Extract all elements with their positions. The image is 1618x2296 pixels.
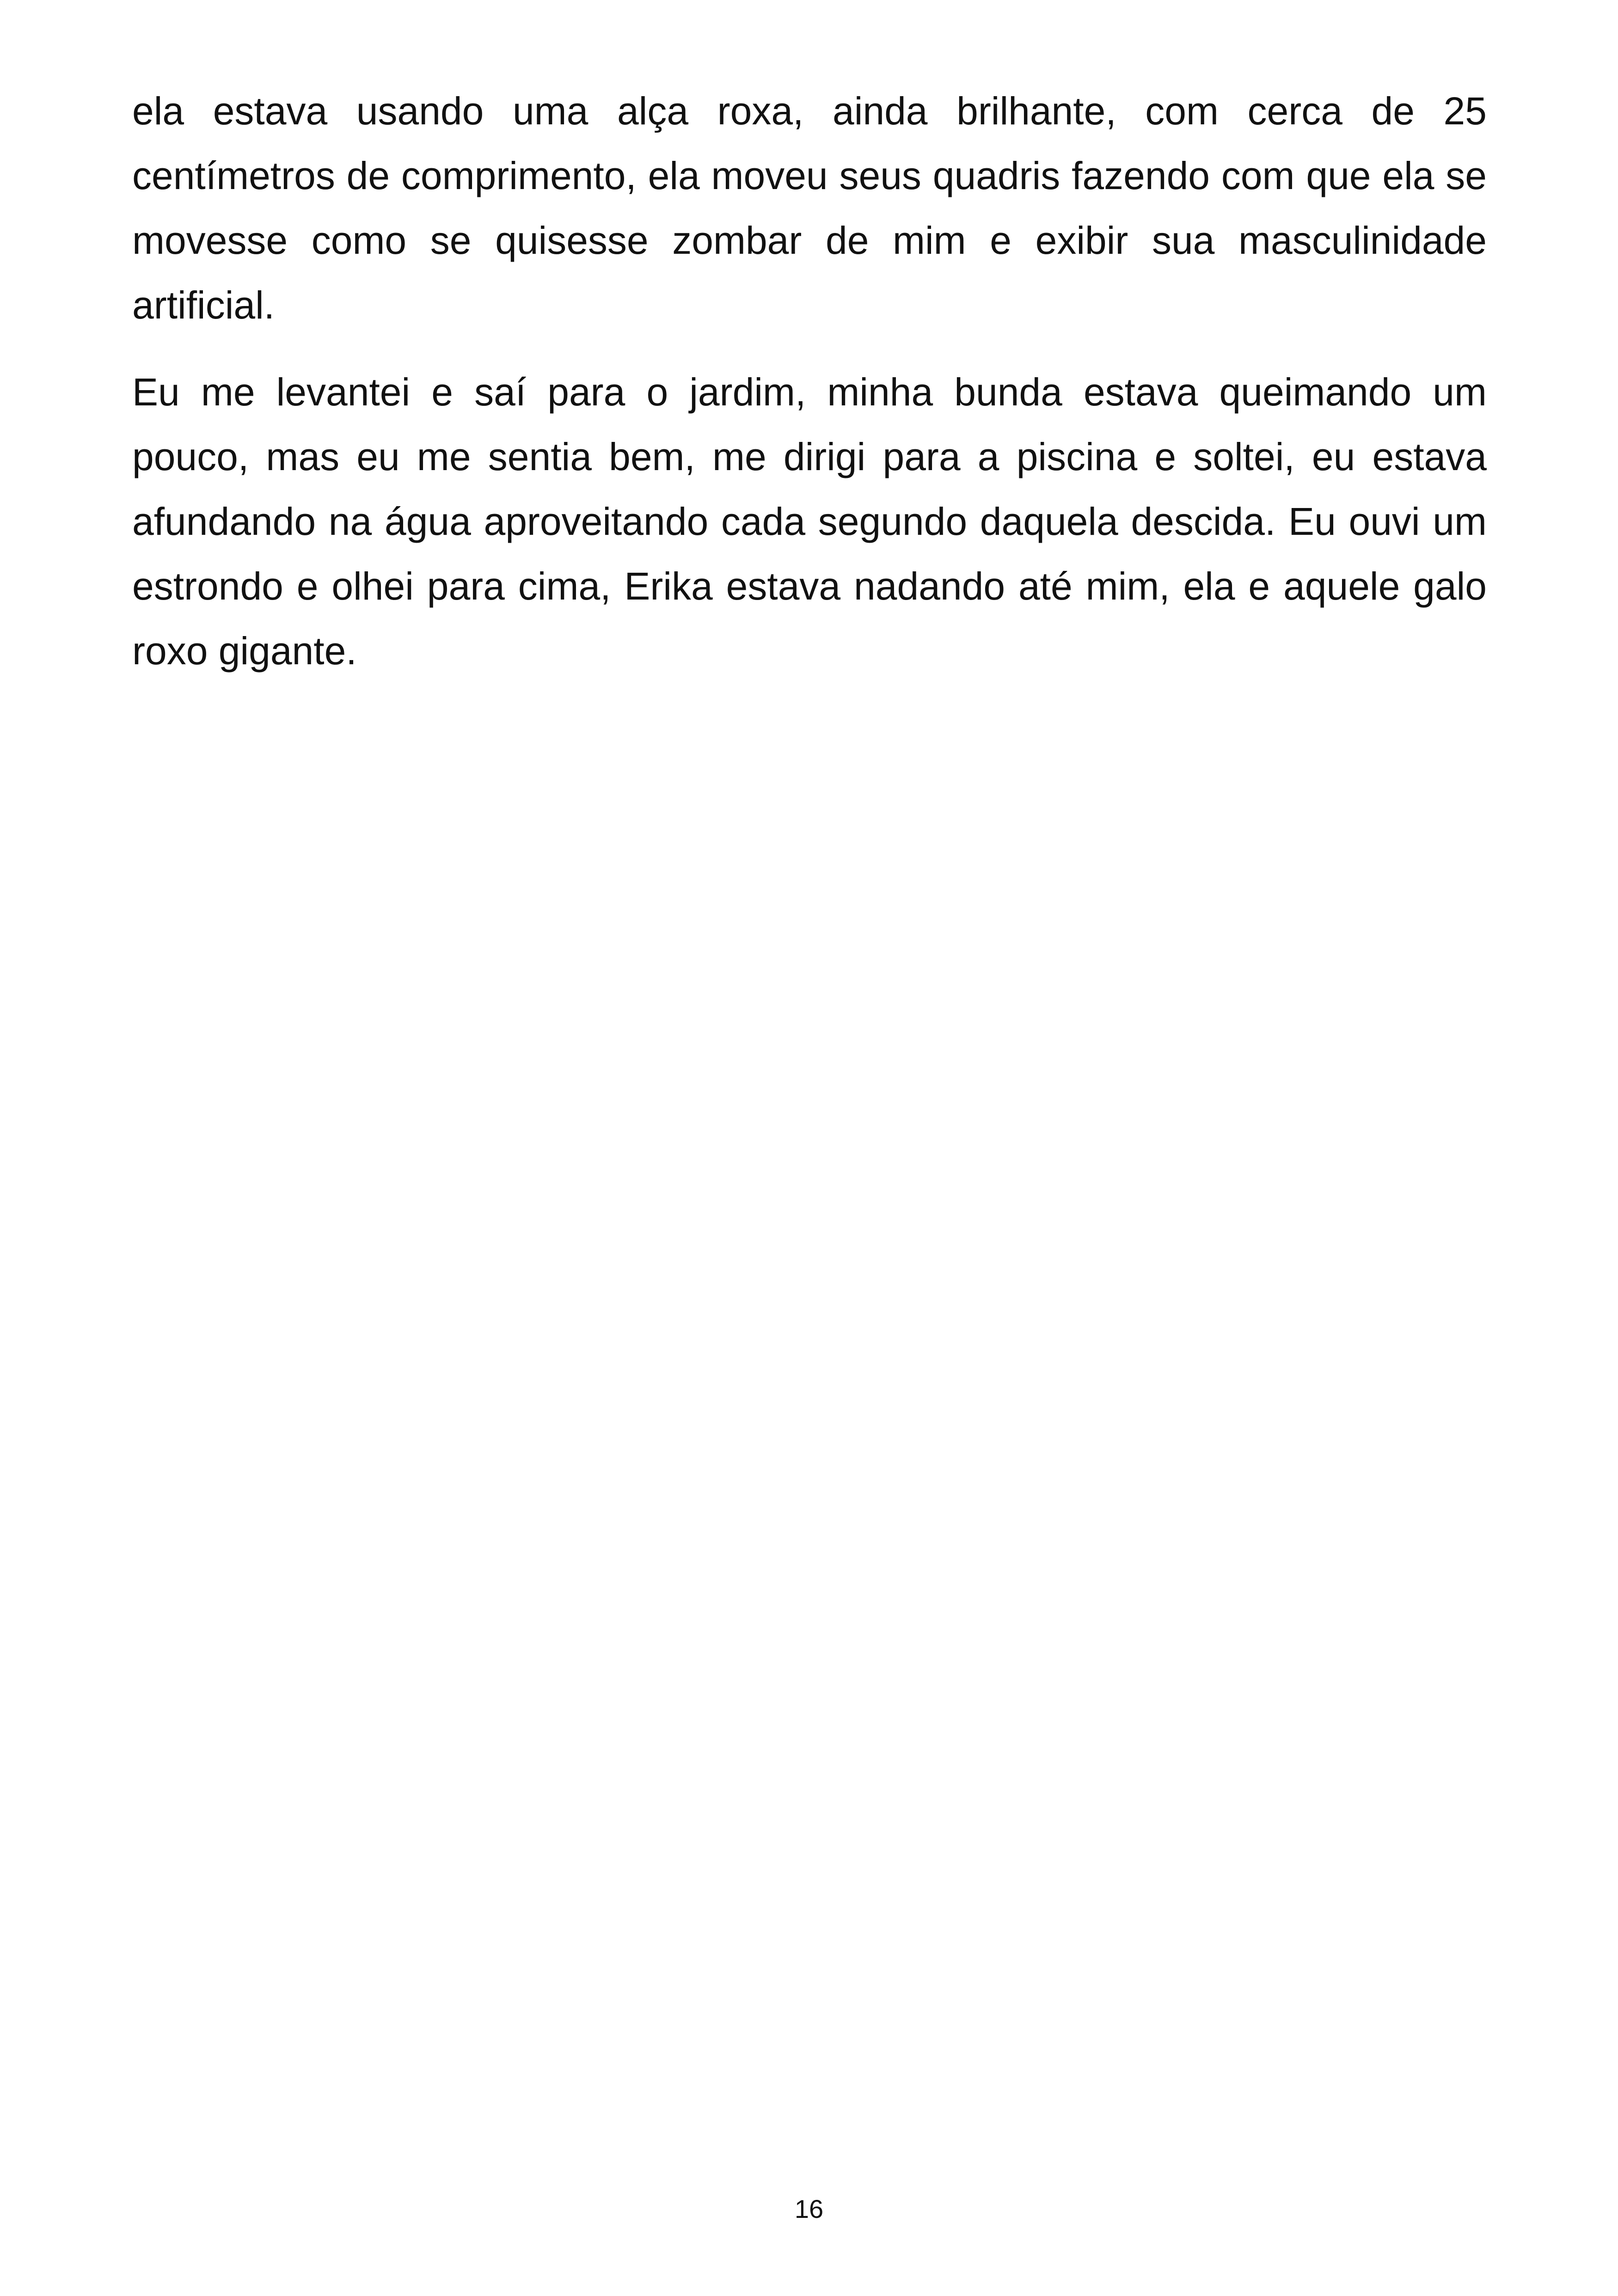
paragraph: ela estava usando uma alça roxa, ainda brilhante, com cerca de 25 centímetros de comprimento, ela moveu seus quadris fazendo com que ela se movesse como se quisesse zombar de mim e exibir sua masculinidade artificial.	[132, 89, 1487, 327]
page-number: 16	[794, 2194, 824, 2223]
paragraph: Eu me levantei e saí para o jardim, minha bunda estava queimando um pouco, mas eu me sentia bem, me dirigi para a piscina e soltei, eu estava afundando na água aproveitando cada segundo daquela descida. Eu ouvi um estrondo e olhei para cima, Erika estava nadando até mim, ela e aquele galo roxo gigante.	[132, 370, 1487, 673]
body-text	[132, 79, 1487, 705]
